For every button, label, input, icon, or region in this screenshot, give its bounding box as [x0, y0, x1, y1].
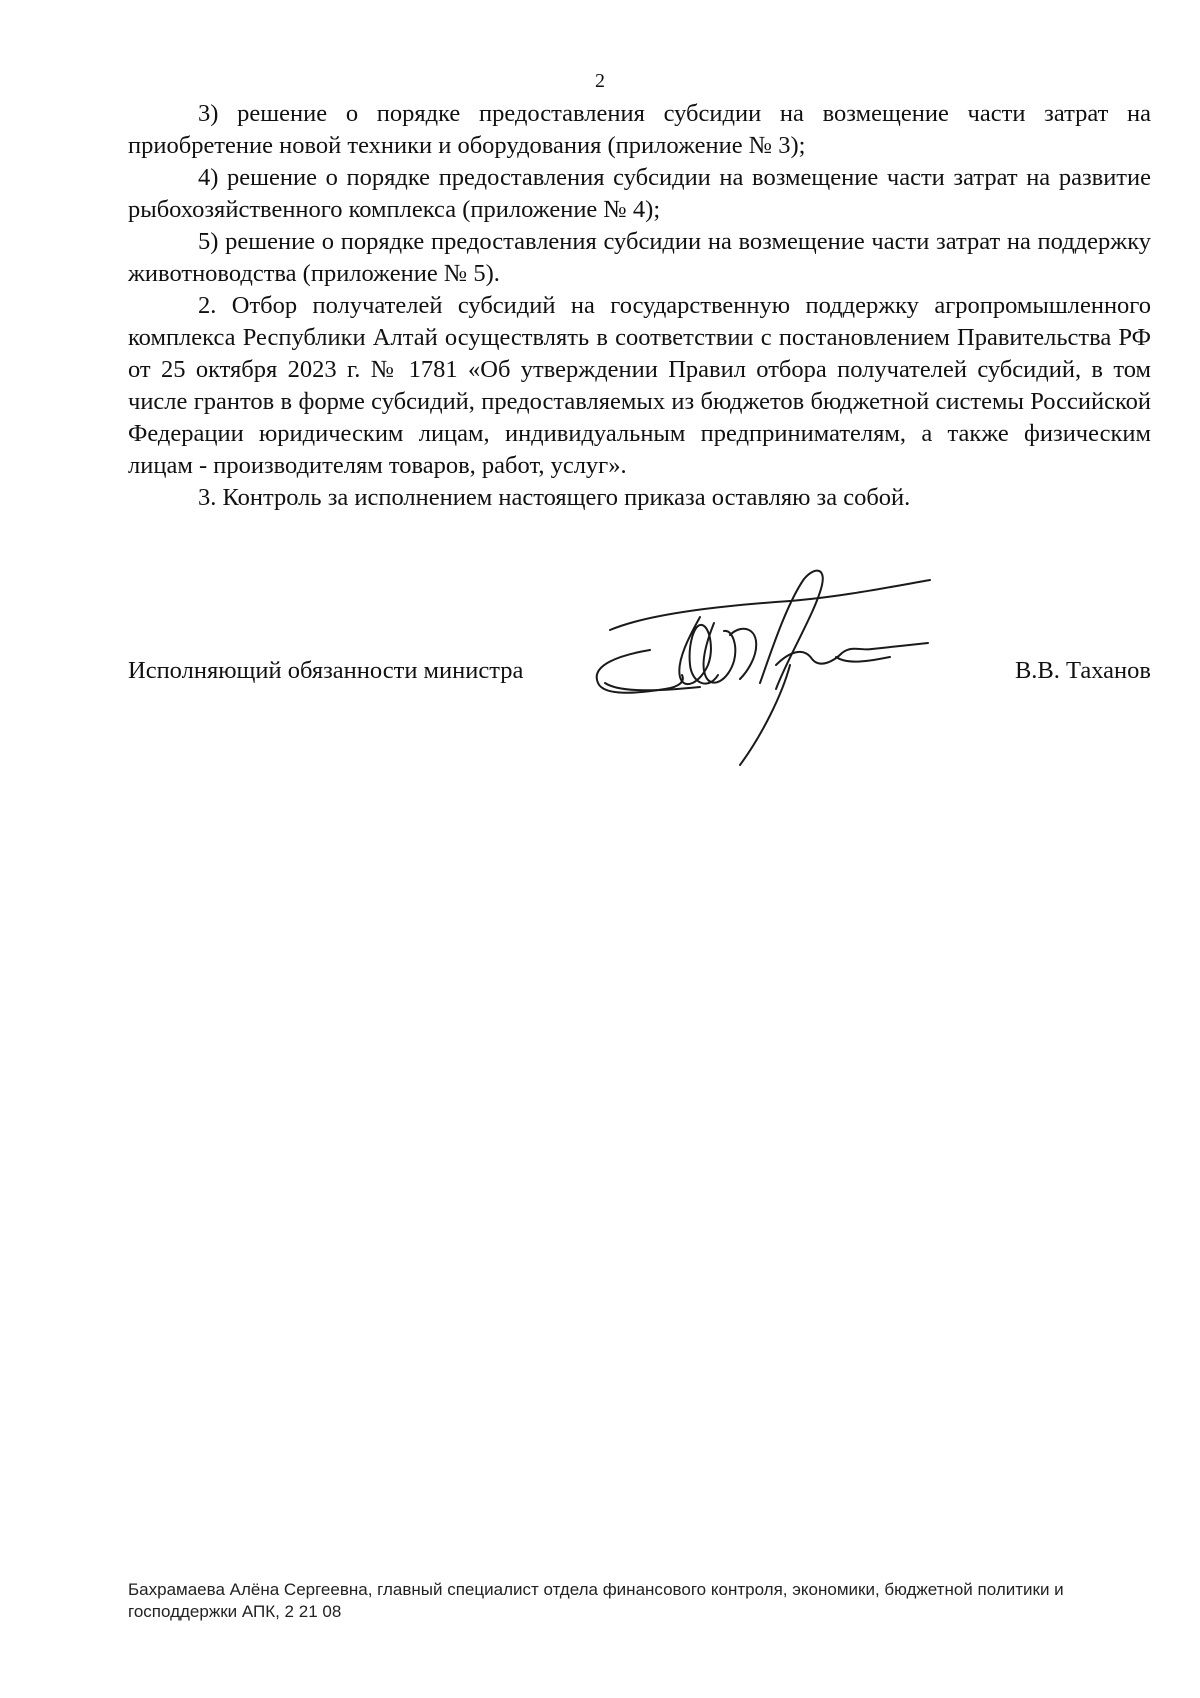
signer-position: Исполняющий обязанности министра [128, 657, 524, 684]
paragraph-clause-2: 2. Отбор получателей субсидий на государственную поддержку агропромышленного комплекса Республики Алтай осуществлять в соответствии с постановлением Правительства РФ от 25 октября 2023 г. № 1781 «Об утверждении Правил отбора получателей субсидий, в том числе грантов в форме субсидий, предоставляемых из бюджетов бюджетной системы Российской Федерации юридическим лицам, индивидуальным предпринимателям, а также физическим лицам - производителям товаров, работ, услуг». [128, 292, 1151, 479]
paragraph-item-3: 3) решение о порядке предоставления субсидии на возмещение части затрат на приобретение новой техники и оборудования (приложение № 3); [128, 100, 1151, 159]
paragraph-clause-3: 3. Контроль за исполнением настоящего приказа оставляю за собой. [198, 484, 911, 511]
paragraph-item-5: 5) решение о порядке предоставления субсидии на возмещение части затрат на поддержку животноводства (приложение № 5). [128, 228, 1151, 287]
signer-name: В.В. Таханов [1014, 657, 1151, 684]
paragraph-item-4: 4) решение о порядке предоставления субсидии на возмещение части затрат на развитие рыбохозяйственного комплекса (приложение № 4); [128, 164, 1151, 223]
page-number: 2 [595, 70, 605, 92]
document-body [128, 98, 1151, 514]
executor-note: Бахрамаева Алёна Сергеевна, главный специалист отдела финансового контроля, экономики, бюджетной политики и господдержки АПК, 2 21 08 [128, 1580, 1064, 1621]
handwritten-signature [590, 565, 950, 770]
